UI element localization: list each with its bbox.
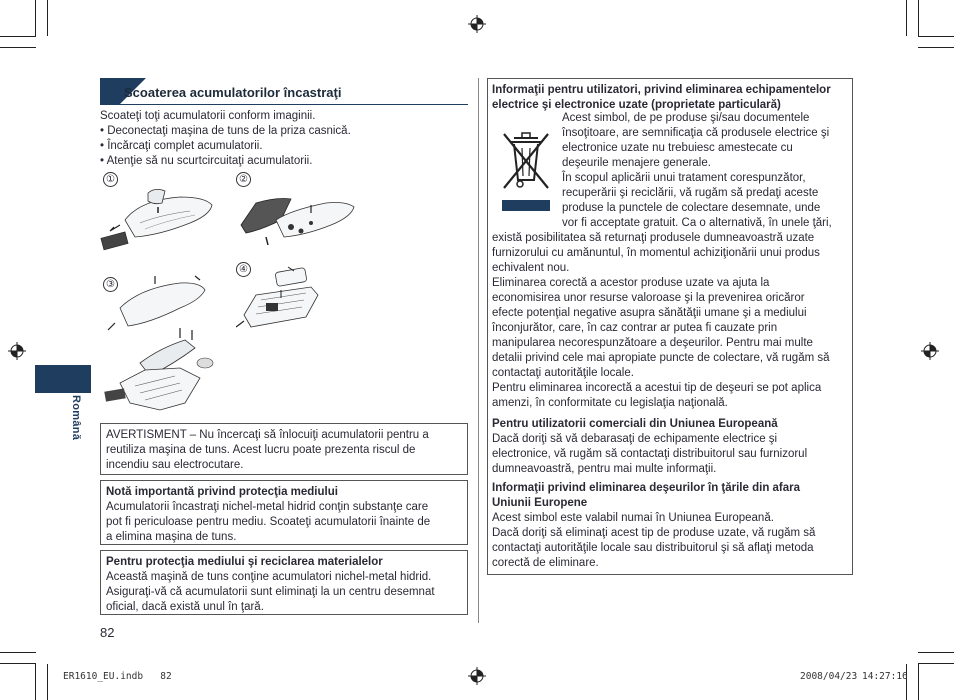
language-tab xyxy=(35,365,91,393)
weee-title-line: electrice şi electronice uzate (proprietate particulară) xyxy=(492,99,781,111)
weee-text-line: Pentru eliminarea incorectă a acestui tip de deşeuri se pot aplica xyxy=(492,382,822,394)
recycling-line: Asiguraţi-vă că acumulatorii sunt eliminaţi la un centru desemnat xyxy=(106,586,435,598)
figure-number: ③ xyxy=(103,277,118,292)
battery-removal-illustration xyxy=(236,265,326,340)
trimmer-blade-removal-illustration xyxy=(100,185,220,255)
weee-text-line: deşeurile menajere generale. xyxy=(562,157,711,169)
eu-business-line: dumneavoastră, pentru mai multe informaţii. xyxy=(492,463,717,475)
warning-line: reutiliza maşina de tuns. Acest lucru poate prezenta riscul de xyxy=(106,444,416,456)
weee-text-line: vor fi acceptate gratuit. Ca o alternativă, în unele ţări, xyxy=(562,217,832,229)
recycling-title: Pentru protecţia mediului şi reciclarea materialelor xyxy=(106,556,383,568)
weee-text-line: detalii privind cele mai apropiate puncte de colectare, vă rugăm să xyxy=(492,352,830,364)
recycling-line: oficial, dacă există unul în ţară. xyxy=(106,601,264,613)
trimmer-housing-open-illustration xyxy=(236,185,356,250)
language-label: Română xyxy=(70,395,82,441)
recycling-box xyxy=(100,550,468,615)
footer-time: 14:27:16 xyxy=(862,671,908,682)
weee-text-line: economisirea unor resurse valoroase şi la prevenirea oricăror xyxy=(492,292,805,304)
section-title-text: Scoaterea acumulatorilor încastraţi xyxy=(124,85,342,100)
outside-eu-title: Uniunii Europene xyxy=(492,497,588,509)
weee-text-line: recuperării şi reciclării, vă rugăm să predaţi aceste xyxy=(562,187,819,199)
bullet-item: • Încărcaţi complet acumulatorii. xyxy=(100,140,263,152)
environment-note-title: Notă importantă privind protecţia mediului xyxy=(106,486,338,498)
eu-business-line: electronice, vă rugăm să contactaţi distribuitorul sau furnizorul xyxy=(492,448,808,460)
weee-title-line: Informaţii pentru utilizatori, privind eliminarea echipamentelor xyxy=(492,84,831,96)
weee-text-line: Acest simbol, de pe produse şi/sau documentele xyxy=(562,112,810,124)
warning-line: incendiu sau electrocutare. xyxy=(106,459,244,471)
eu-business-line: Dacă doriţi să vă debarasaţi de echipamente electrice şi xyxy=(492,433,778,445)
outside-eu-line: Dacă doriţi să eliminaţi acest tip de produse uzate, vă rugăm să xyxy=(492,527,816,539)
eu-business-title: Pentru utilizatorii comerciali din Uniunea Europeană xyxy=(492,418,778,430)
weee-text-line: efecte potenţial negative asupra sănătăţii umane şi a mediului xyxy=(492,307,807,319)
weee-text-line: amenzi, în conformitate cu legislaţia naţională. xyxy=(492,397,728,409)
weee-text-line: În scopul aplicării unui tratament corespunzător, xyxy=(562,172,806,184)
figure-number: ① xyxy=(103,172,118,187)
registration-mark-icon xyxy=(468,667,486,685)
outside-eu-title: Informaţii privind eliminarea deşeurilor în ţările din afara xyxy=(492,482,801,494)
section-title xyxy=(100,78,468,105)
weee-text-line: Eliminarea corectă a acestor produse uzate va ajuta la xyxy=(492,277,770,289)
figure-number: ④ xyxy=(236,262,251,277)
weee-text-line: furnizorului cu amănuntul, în momentul achiziţionării unui produs xyxy=(492,247,820,259)
environment-note-line: a elimina maşina de tuns. xyxy=(106,531,237,543)
registration-mark-icon xyxy=(468,15,486,33)
environment-note-line: pot fi periculoase pentru mediu. Scoateţi acumulatorii înainte de xyxy=(106,516,431,528)
outside-eu-line: Acest simbol este valabil numai în Uniunea Europeană. xyxy=(492,512,774,524)
bullet-item: • Atenţie să nu scurtcircuitaţi acumulatorii. xyxy=(100,155,313,167)
page-number: 82 xyxy=(100,625,115,640)
footer-date: 2008/04/23 xyxy=(800,671,858,682)
weee-text-line: există posibilitatea să returnaţi produsele dumneavoastră uzate xyxy=(492,232,815,244)
weee-text-line: manipularea necorespunzătoare a deşeurilor. Pentru mai multe xyxy=(492,337,813,349)
crossed-out-bin-icon xyxy=(500,128,552,213)
outside-eu-line: corectă de eliminare. xyxy=(492,557,599,569)
warning-box xyxy=(100,423,468,475)
registration-mark-icon xyxy=(8,342,26,360)
weee-text-line: înconjurător, care, în caz contrar ar putea fi cauzate prin xyxy=(492,322,778,334)
weee-text-line: însoţitoare, are semnificaţia că produsele electrice şi xyxy=(562,127,830,139)
recycling-line: Această maşină de tuns conţine acumulatori nichel-metal hidrid. xyxy=(106,571,432,583)
registration-mark-icon xyxy=(921,342,939,360)
weee-text-line: produse la punctele de colectare desemnate, unde xyxy=(562,202,821,214)
outside-eu-line: contactaţi autorităţile locale sau distribuitorul şi să aflaţi metoda xyxy=(492,542,814,554)
environment-note-line: Acumulatorii încastraţi nichel-metal hidrid conţin substanţe care xyxy=(106,501,429,513)
environment-note-box xyxy=(100,480,468,545)
warning-line: AVERTISMENT – Nu încercaţi să înlocuiţi acumulatorii pentru a xyxy=(106,429,429,441)
trimmer-disassembly-illustration xyxy=(100,268,230,418)
bullet-item: • Deconectaţi maşina de tuns de la priza casnică. xyxy=(100,125,351,137)
weee-text-line: echivalent nou. xyxy=(492,262,570,274)
column-divider xyxy=(478,78,479,623)
figure-number: ② xyxy=(236,172,251,187)
weee-text-line: contactaţi autorităţile locale. xyxy=(492,367,634,379)
intro-text: Scoateţi toţi acumulatorii conform imaginii. xyxy=(100,110,316,122)
footer-file: ER1610_EU.indb 82 xyxy=(63,671,172,682)
weee-text-line: electronice uzate nu trebuiesc amestecate cu xyxy=(562,142,793,154)
